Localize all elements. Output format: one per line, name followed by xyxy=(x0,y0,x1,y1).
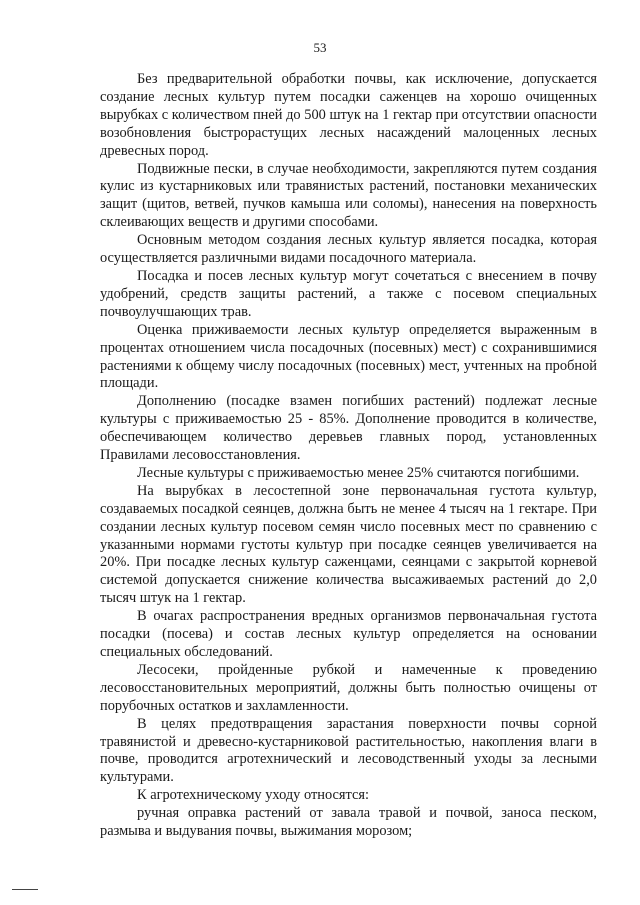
paragraph-survival-assessment: Оценка приживаемости лесных культур определяется выраженным в процентах отношением числа посадочных (посевных) мест) с сохранившимися растениями к общему числу посадочных (посевных) мест, учтенных на пробной площади. xyxy=(100,321,597,392)
paragraph-planting-and-sowing: Посадка и посев лесных культур могут сочетаться с внесением в почву удобрений, средств защиты растений, а также с посевом специальных почвоулучшающих трав. xyxy=(100,267,597,320)
paragraph-planting-density: На вырубках в лесостепной зоне первоначальная густота культур, создаваемых посадкой сеянцев, должна быть не менее 4 тысяч на 1 гектаре. При создании лесных культур посевом семян число посевных мест по сравнению с указанными нормами густоты культур при посадке сеянцев увеличивается на 20%. При посадке лесных культур саженцами, сеянцами с закрытой корневой системой допускается снижение количества высаживаемых растений до 2,0 тысяч штук на 1 гектар. xyxy=(100,482,597,607)
paragraph-manual-straightening: ручная оправка растений от завала травой и почвой, заноса песком, размыва и выдувания почвы, выжимания морозом; xyxy=(100,805,597,840)
paragraph-planting-method: Основным методом создания лесных культур является посадка, которая осуществляется различными видами посадочного материала. xyxy=(100,232,597,267)
document-body xyxy=(100,71,597,841)
footer-divider xyxy=(12,889,38,890)
paragraph-pest-areas: В очагах распространения вредных организмов первоначальная густота посадки (посева) и состав лесных культур определяется на основании специальных обследований. xyxy=(100,608,597,660)
paragraph-soil-preparation: Без предварительной обработки почвы, как исключение, допускается создание лесных культур путем посадки саженцев на хорошо очищенных вырубках с количеством пней до 500 штук на 1 гектар при отсутствии опасности возобновления быстрорастущих лесных насаждений малоценных лесных древесных пород. xyxy=(100,71,597,159)
paragraph-moving-sands: Подвижные пески, в случае необходимости, закрепляются путем создания кулис из кустарниковых или травянистых растений, постановки механических защит (щитов, ветвей, пучков камыша или соломы), нанесения на поверхность склеивающих веществ и другими способами. xyxy=(100,160,597,231)
paragraph-replanting: Дополнению (посадке взамен погибших растений) подлежат лесные культуры с приживаемостью 25 - 85%. Дополнение проводится в количестве, обеспечивающем количество деревьев главных пород, установленных Правилами лесовосстановления. xyxy=(100,393,597,464)
paragraph-failed-cultures: Лесные культуры с приживаемостью менее 25% считаются погибшими. xyxy=(137,464,580,481)
paragraph-weed-prevention: В целях предотвращения зарастания поверхности почвы сорной травянистой и древесно-кустарниковой растительностью, накопления влаги в почве, проводится агротехнический и лесоводственный уходы за лесными культурами. xyxy=(100,715,597,786)
page-number: 53 xyxy=(313,40,327,55)
paragraph-agrotechnical-care-intro: К агротехническому уходу относятся: xyxy=(137,787,369,804)
paragraph-clearing-cutovers: Лесосеки, пройденные рубкой и намеченные к проведению лесовосстановительных мероприятий, должны быть полностью очищены от порубочных остатков и захламленности. xyxy=(100,661,597,714)
